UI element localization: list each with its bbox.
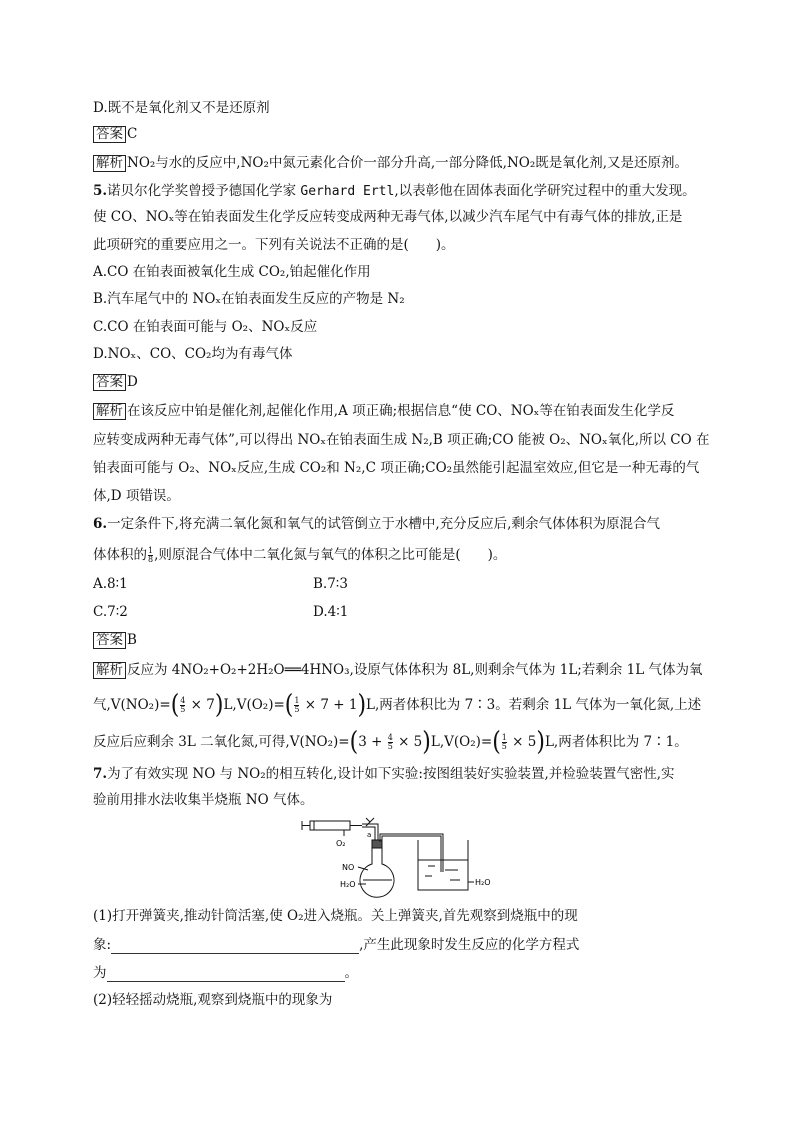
round-flask <box>360 848 394 897</box>
fraction-numerator: 1 <box>501 733 507 742</box>
q6-analysis-text: × 5 <box>393 734 423 750</box>
q5-option-a: A.CO 在铂表面被氧化生成 CO₂,铂起催化作用 <box>93 264 371 280</box>
q6-options-row1 <box>93 575 348 593</box>
q6-answer <box>93 631 137 649</box>
q5-number: 5. <box>93 183 108 199</box>
q6-analysis-text: × 5 <box>507 734 537 750</box>
answer-blank-observation[interactable] <box>111 939 359 954</box>
q4-analysis <box>93 154 688 172</box>
q6-stem-text: ,则原混合气体中二氧化氮与氧气的体积之比可能是( )。 <box>154 547 507 563</box>
q4-analysis-text: NO₂与水的反应中,NO₂中氮元素化合价一部分升高,一部分降低,NO₂既是氧化剂,又是还原剂。 <box>127 155 689 171</box>
q6-number: 6. <box>93 516 108 532</box>
analysis-tag: 解析 <box>93 155 126 172</box>
answer-tag: 答案 <box>93 374 126 391</box>
analysis-tag: 解析 <box>93 662 126 679</box>
q6-stem-text: 一定条件下,将充满二氧化氮和氧气的试管倒立于水槽中,充分反应后,剩余气体体积为原混合气 <box>107 516 660 532</box>
q7-part1-text: 象: <box>93 937 112 953</box>
close-paren: ) <box>536 726 545 757</box>
q6-analysis-text: L,两者体积比为 7∶3。若剩余 1L 气体为一氧化氮,上述 <box>366 697 702 713</box>
fraction-numerator: 4 <box>387 733 393 742</box>
q6-analysis-text: × 7 + 1 <box>300 697 358 713</box>
fraction-denominator: 5 <box>180 705 186 714</box>
q5-option-c: C.CO 在铂表面可能与 O₂、NOₓ反应 <box>93 319 318 335</box>
spring-clamp-icon <box>366 818 374 826</box>
q6-analysis-line2 <box>93 689 702 720</box>
q6-analysis-text: L,V(O₂)= <box>223 697 285 713</box>
one-fifth-fraction <box>502 734 507 751</box>
fraction-denominator: 5 <box>501 742 507 751</box>
q5-analysis-line4: 体,D 项错误。 <box>93 488 180 504</box>
q6-options-row2 <box>93 603 349 621</box>
q7-part1-text: 为 <box>93 965 107 981</box>
close-paren: ) <box>357 689 367 720</box>
syringe-barrel <box>310 821 350 830</box>
q6-analysis-text: × 7 <box>186 697 215 713</box>
q5-answer-value: D <box>127 374 138 390</box>
q7-part1-line3 <box>93 964 358 982</box>
q6-analysis-text: L,V(O₂)= <box>430 734 493 750</box>
q6-option-d: D.4∶1 <box>313 604 349 620</box>
fraction-denominator: 5 <box>294 705 300 714</box>
q7-part1-text: ,产生此现象时发生反应的化学方程式 <box>359 937 580 953</box>
label-no: NO <box>342 863 355 872</box>
q6-stem-line2 <box>93 546 506 564</box>
analysis-tag: 解析 <box>93 403 126 420</box>
one-fifth-fraction <box>294 697 299 714</box>
fraction-denominator: 5 <box>387 742 393 751</box>
q7-part1-line1: (1)打开弹簧夹,推动针筒活塞,使 O₂进入烧瓶。关上弹簧夹,首先观察到烧瓶中的现 <box>93 908 578 924</box>
close-paren: ) <box>422 726 431 757</box>
q6-analysis-line3 <box>93 726 688 757</box>
q5-stem-line1 <box>93 182 696 201</box>
q5-analysis-text: 在该反应中铂是催化剂,起催化作用,A 项正确;根据信息“使 CO、NOₓ等在铂表面发生化学反 <box>127 403 675 419</box>
q7-stem-line1 <box>93 765 675 783</box>
open-paren: ( <box>284 689 294 720</box>
q6-analysis-text: 反应为 4NO₂+O₂+2H₂O══4HNO₃,设原气体体积为 8L,则剩余气体为 1L;若剩余 1L 气体为氧 <box>127 662 703 678</box>
label-o2: O₂ <box>336 839 346 848</box>
q7-part1-text: 。 <box>344 965 358 981</box>
q6-option-c: C.7∶2 <box>93 604 128 620</box>
q5-stem-line3: 此项研究的重要应用之一。下列有关说法不正确的是( )。 <box>93 237 455 253</box>
four-fifths-fraction <box>180 697 185 714</box>
q5-option-b: B.汽车尾气中的 NOₓ在铂表面发生反应的产物是 N₂ <box>93 291 405 307</box>
q5-stem-name: Gerhard Ertl <box>300 184 395 199</box>
q5-analysis-line1 <box>93 402 674 420</box>
q6-stem-line1 <box>93 515 660 533</box>
four-fifths-fraction <box>388 734 393 751</box>
one-eighth-fraction <box>148 547 153 564</box>
fraction-denominator: 8 <box>148 555 154 564</box>
q7-part2: (2)轻轻摇动烧瓶,观察到烧瓶中的现象为 <box>93 992 333 1008</box>
fraction-numerator: 4 <box>180 696 186 705</box>
q5-stem-line2: 使 CO、NOₓ等在铂表面发生化学反应转变成两种无毒气体,以减少汽车尾气中有毒气体的排放,正是 <box>93 209 683 225</box>
close-paren: ) <box>214 689 224 720</box>
label-h2o-left: H₂O <box>340 880 356 889</box>
q5-analysis-line2: 应转变成两种无毒气体”,可以得出 NOₓ在铂表面生成 N₂,B 项正确;CO 能被 O₂、NOₓ氧化,所以 CO 在 <box>93 432 710 448</box>
q6-analysis-text: 反应后应剩余 3L 二氧化氮,可得,V(NO₂)= <box>93 734 350 750</box>
q5-stem-part: 诺贝尔化学奖曾授予德国化学家 <box>107 183 301 199</box>
q6-analysis-line1 <box>93 661 702 679</box>
label-a: a <box>367 831 372 839</box>
q6-analysis-text: L,两者体积比为 7∶1。 <box>544 734 688 750</box>
q6-option-b: B.7∶3 <box>313 576 348 592</box>
fraction-numerator: 1 <box>148 546 154 555</box>
q7-part1-line2 <box>93 936 579 954</box>
q6-stem-text: 体体积的 <box>93 547 147 563</box>
answer-blank-equation[interactable] <box>107 967 345 982</box>
q4-answer-value: C <box>127 126 138 142</box>
q6-option-a: A.8∶1 <box>93 576 128 592</box>
fraction-numerator: 1 <box>294 696 300 705</box>
apparatus-figure <box>300 812 500 904</box>
q6-analysis-text: 气,V(NO₂)= <box>93 697 171 713</box>
q5-stem-part: ,以表彰他在固体表面化学研究过程中的重大发现。 <box>394 183 696 199</box>
q6-answer-value: B <box>127 632 137 648</box>
answer-tag: 答案 <box>93 126 126 143</box>
label-h2o-right: H₂O <box>475 878 491 887</box>
q5-analysis-line3: 铂表面可能与 O₂、NOₓ反应,生成 CO₂和 N₂,C 项正确;CO₂虽然能引起温室效应,但它是一种无毒的气 <box>93 460 700 476</box>
open-paren: ( <box>492 726 501 757</box>
open-paren: ( <box>170 689 180 720</box>
q7-stem-line2: 验前用排水法收集半烧瓶 NO 气体。 <box>93 792 314 808</box>
q6-analysis-text: 3 + <box>358 734 387 750</box>
answer-tag: 答案 <box>93 632 126 649</box>
q4-option-d: D.既不是氧化剂又不是还原剂 <box>93 100 270 116</box>
q7-stem-text: 为了有效实现 NO 与 NO₂的相互转化,设计如下实验:按图组装好实验装置,并检验装置气密性,实 <box>107 766 675 782</box>
q7-number: 7. <box>93 766 108 782</box>
q5-answer <box>93 373 138 391</box>
q4-answer <box>93 125 137 143</box>
q5-option-d: D.NOₓ、CO、CO₂均为有毒气体 <box>93 346 293 362</box>
open-paren: ( <box>349 726 359 757</box>
